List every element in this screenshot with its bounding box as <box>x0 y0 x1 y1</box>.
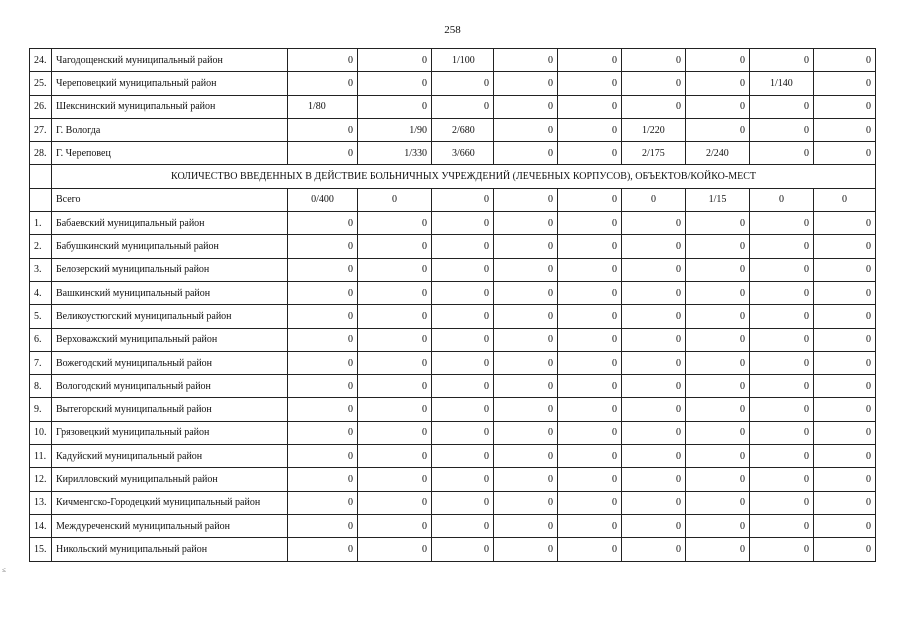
row-number: 6. <box>30 328 52 351</box>
value-cell-1: 0 <box>288 351 358 374</box>
value-cell-8: 0 <box>750 212 814 235</box>
value-cell-2: 1/330 <box>358 142 432 165</box>
value-cell-2: 0 <box>358 235 432 258</box>
value-cell-3: 3/660 <box>432 142 494 165</box>
value-cell-4: 0 <box>494 398 558 421</box>
value-cell-4: 0 <box>494 351 558 374</box>
value-cell-9: 0 <box>814 538 876 561</box>
value-cell-8: 0 <box>750 142 814 165</box>
value-cell-7: 0 <box>686 281 750 304</box>
value-cell-3: 0 <box>432 95 494 118</box>
value-cell-5: 0 <box>558 49 622 72</box>
value-cell-3: 0 <box>432 351 494 374</box>
value-cell-7: 0 <box>686 118 750 141</box>
value-cell-9: 0 <box>814 235 876 258</box>
value-cell-6: 0 <box>622 351 686 374</box>
value-cell-7: 0 <box>686 351 750 374</box>
value-cell-4: 0 <box>494 281 558 304</box>
value-cell-4: 0 <box>494 514 558 537</box>
value-cell-8: 0 <box>750 328 814 351</box>
table-row <box>30 398 876 421</box>
value-cell-8: 0 <box>750 538 814 561</box>
value-cell-9: 0 <box>814 258 876 281</box>
value-cell-6: 0 <box>622 538 686 561</box>
district-name: Вашкинский муниципальный район <box>52 281 288 304</box>
value-cell-1: 0 <box>288 328 358 351</box>
value-cell-3: 0 <box>432 514 494 537</box>
value-cell-6: 0 <box>622 305 686 328</box>
value-cell-3: 0 <box>432 468 494 491</box>
value-cell-3: 0 <box>432 421 494 444</box>
value-cell-6: 0 <box>622 421 686 444</box>
value-cell-7: 0 <box>686 421 750 444</box>
total-value-8: 0 <box>750 188 814 211</box>
value-cell-5: 0 <box>558 212 622 235</box>
row-number: 9. <box>30 398 52 421</box>
value-cell-9: 0 <box>814 421 876 444</box>
value-cell-7: 0 <box>686 398 750 421</box>
value-cell-6: 0 <box>622 235 686 258</box>
value-cell-5: 0 <box>558 281 622 304</box>
value-cell-9: 0 <box>814 375 876 398</box>
value-cell-6: 0 <box>622 328 686 351</box>
value-cell-4: 0 <box>494 491 558 514</box>
value-cell-5: 0 <box>558 421 622 444</box>
row-number: 14. <box>30 514 52 537</box>
district-name: Грязовецкий муниципальный район <box>52 421 288 444</box>
value-cell-9: 0 <box>814 95 876 118</box>
section-title: КОЛИЧЕСТВО ВВЕДЕННЫХ В ДЕЙСТВИЕ БОЛЬНИЧНЫХ УЧРЕЖДЕНИЙ (ЛЕЧЕБНЫХ КОРПУСОВ), ОБЪЕКТОВ/КОЙКО-МЕСТ <box>52 165 876 188</box>
value-cell-8: 0 <box>750 49 814 72</box>
value-cell-2: 0 <box>358 375 432 398</box>
row-number: 12. <box>30 468 52 491</box>
district-name: Шекснинский муниципальный район <box>52 95 288 118</box>
value-cell-9: 0 <box>814 351 876 374</box>
value-cell-9: 0 <box>814 328 876 351</box>
table-row <box>30 468 876 491</box>
value-cell-6: 0 <box>622 445 686 468</box>
value-cell-6: 0 <box>622 281 686 304</box>
value-cell-7: 0 <box>686 514 750 537</box>
value-cell-4: 0 <box>494 468 558 491</box>
district-rows-top <box>30 49 876 165</box>
total-value-9: 0 <box>814 188 876 211</box>
value-cell-1: 0 <box>288 72 358 95</box>
value-cell-6: 0 <box>622 72 686 95</box>
value-cell-8: 0 <box>750 398 814 421</box>
value-cell-1: 1/80 <box>288 95 358 118</box>
value-cell-5: 0 <box>558 491 622 514</box>
value-cell-7: 0 <box>686 538 750 561</box>
margin-mark: ≤ <box>2 566 6 574</box>
total-value-7: 1/15 <box>686 188 750 211</box>
value-cell-5: 0 <box>558 305 622 328</box>
value-cell-8: 0 <box>750 235 814 258</box>
table-row <box>30 328 876 351</box>
table-row <box>30 212 876 235</box>
value-cell-3: 0 <box>432 235 494 258</box>
value-cell-3: 0 <box>432 538 494 561</box>
value-cell-4: 0 <box>494 421 558 444</box>
value-cell-9: 0 <box>814 49 876 72</box>
row-number: 15. <box>30 538 52 561</box>
value-cell-1: 0 <box>288 235 358 258</box>
value-cell-2: 0 <box>358 491 432 514</box>
total-value-4: 0 <box>494 188 558 211</box>
value-cell-1: 0 <box>288 421 358 444</box>
row-number: 4. <box>30 281 52 304</box>
value-cell-2: 0 <box>358 49 432 72</box>
value-cell-7: 0 <box>686 305 750 328</box>
value-cell-2: 0 <box>358 95 432 118</box>
value-cell-7: 0 <box>686 491 750 514</box>
value-cell-7: 0 <box>686 235 750 258</box>
value-cell-6: 0 <box>622 491 686 514</box>
value-cell-9: 0 <box>814 212 876 235</box>
value-cell-6: 0 <box>622 258 686 281</box>
value-cell-1: 0 <box>288 49 358 72</box>
value-cell-4: 0 <box>494 95 558 118</box>
value-cell-8: 0 <box>750 514 814 537</box>
table-row <box>30 281 876 304</box>
value-cell-4: 0 <box>494 72 558 95</box>
value-cell-2: 0 <box>358 468 432 491</box>
value-cell-2: 0 <box>358 421 432 444</box>
value-cell-8: 0 <box>750 305 814 328</box>
value-cell-1: 0 <box>288 142 358 165</box>
value-cell-1: 0 <box>288 258 358 281</box>
value-cell-9: 0 <box>814 468 876 491</box>
value-cell-3: 0 <box>432 305 494 328</box>
value-cell-9: 0 <box>814 305 876 328</box>
value-cell-4: 0 <box>494 49 558 72</box>
row-number: 8. <box>30 375 52 398</box>
value-cell-3: 0 <box>432 398 494 421</box>
value-cell-2: 0 <box>358 281 432 304</box>
value-cell-7: 0 <box>686 72 750 95</box>
value-cell-6: 1/220 <box>622 118 686 141</box>
district-name: Вожегодский муниципальный район <box>52 351 288 374</box>
value-cell-1: 0 <box>288 445 358 468</box>
value-cell-1: 0 <box>288 491 358 514</box>
table-row <box>30 142 876 165</box>
table-row <box>30 375 876 398</box>
value-cell-4: 0 <box>494 142 558 165</box>
value-cell-7: 2/240 <box>686 142 750 165</box>
value-cell-9: 0 <box>814 72 876 95</box>
row-number: 2. <box>30 235 52 258</box>
district-name: Чагодощенский муниципальный район <box>52 49 288 72</box>
row-number: 5. <box>30 305 52 328</box>
value-cell-5: 0 <box>558 445 622 468</box>
total-value-1: 0/400 <box>288 188 358 211</box>
value-cell-4: 0 <box>494 375 558 398</box>
value-cell-3: 1/100 <box>432 49 494 72</box>
value-cell-5: 0 <box>558 398 622 421</box>
value-cell-3: 2/680 <box>432 118 494 141</box>
total-value-3: 0 <box>432 188 494 211</box>
total-value-5: 0 <box>558 188 622 211</box>
value-cell-3: 0 <box>432 328 494 351</box>
value-cell-2: 1/90 <box>358 118 432 141</box>
table-row <box>30 95 876 118</box>
row-number: 26. <box>30 95 52 118</box>
value-cell-2: 0 <box>358 328 432 351</box>
value-cell-6: 0 <box>622 49 686 72</box>
row-number: 3. <box>30 258 52 281</box>
value-cell-5: 0 <box>558 142 622 165</box>
table-row <box>30 118 876 141</box>
value-cell-8: 0 <box>750 95 814 118</box>
row-number: 28. <box>30 142 52 165</box>
value-cell-4: 0 <box>494 212 558 235</box>
value-cell-4: 0 <box>494 118 558 141</box>
table-row <box>30 305 876 328</box>
section-title-row <box>30 165 876 188</box>
district-name: Кичменгско-Городецкий муниципальный район <box>52 491 288 514</box>
value-cell-5: 0 <box>558 514 622 537</box>
district-name: Г. Вологда <box>52 118 288 141</box>
district-name: Кадуйский муниципальный район <box>52 445 288 468</box>
value-cell-4: 0 <box>494 328 558 351</box>
value-cell-2: 0 <box>358 514 432 537</box>
value-cell-4: 0 <box>494 235 558 258</box>
table-row <box>30 491 876 514</box>
value-cell-8: 1/140 <box>750 72 814 95</box>
table-row <box>30 72 876 95</box>
value-cell-6: 0 <box>622 212 686 235</box>
table-row <box>30 445 876 468</box>
value-cell-9: 0 <box>814 398 876 421</box>
district-name: Череповецкий муниципальный район <box>52 72 288 95</box>
table-row <box>30 538 876 561</box>
value-cell-1: 0 <box>288 514 358 537</box>
value-cell-9: 0 <box>814 514 876 537</box>
value-cell-6: 0 <box>622 514 686 537</box>
value-cell-3: 0 <box>432 258 494 281</box>
value-cell-6: 0 <box>622 468 686 491</box>
table-row <box>30 49 876 72</box>
value-cell-2: 0 <box>358 538 432 561</box>
value-cell-5: 0 <box>558 351 622 374</box>
row-number: 11. <box>30 445 52 468</box>
total-label: Всего <box>52 188 288 211</box>
value-cell-9: 0 <box>814 445 876 468</box>
row-number: 24. <box>30 49 52 72</box>
value-cell-2: 0 <box>358 305 432 328</box>
value-cell-5: 0 <box>558 118 622 141</box>
district-name: Белозерский муниципальный район <box>52 258 288 281</box>
value-cell-5: 0 <box>558 468 622 491</box>
row-number: 25. <box>30 72 52 95</box>
value-cell-7: 0 <box>686 328 750 351</box>
value-cell-7: 0 <box>686 212 750 235</box>
value-cell-1: 0 <box>288 281 358 304</box>
total-value-6: 0 <box>622 188 686 211</box>
district-name: Междуреченский муниципальный район <box>52 514 288 537</box>
value-cell-3: 0 <box>432 72 494 95</box>
value-cell-6: 0 <box>622 375 686 398</box>
value-cell-7: 0 <box>686 375 750 398</box>
value-cell-2: 0 <box>358 398 432 421</box>
value-cell-1: 0 <box>288 398 358 421</box>
total-row <box>30 188 876 211</box>
value-cell-7: 0 <box>686 258 750 281</box>
district-name: Вытегорский муниципальный район <box>52 398 288 421</box>
table-row <box>30 258 876 281</box>
district-name: Верховажский муниципальный район <box>52 328 288 351</box>
row-number: 7. <box>30 351 52 374</box>
district-name: Никольский муниципальный район <box>52 538 288 561</box>
value-cell-3: 0 <box>432 212 494 235</box>
section-header <box>30 165 876 212</box>
value-cell-4: 0 <box>494 258 558 281</box>
total-value-2: 0 <box>358 188 432 211</box>
district-name: Г. Череповец <box>52 142 288 165</box>
value-cell-3: 0 <box>432 445 494 468</box>
value-cell-7: 0 <box>686 49 750 72</box>
value-cell-1: 0 <box>288 468 358 491</box>
district-name: Великоустюгский муниципальный район <box>52 305 288 328</box>
district-name: Вологодский муниципальный район <box>52 375 288 398</box>
row-number: 13. <box>30 491 52 514</box>
value-cell-1: 0 <box>288 118 358 141</box>
value-cell-7: 0 <box>686 468 750 491</box>
value-cell-8: 0 <box>750 491 814 514</box>
value-cell-2: 0 <box>358 72 432 95</box>
table-row <box>30 235 876 258</box>
value-cell-2: 0 <box>358 445 432 468</box>
value-cell-6: 0 <box>622 95 686 118</box>
value-cell-5: 0 <box>558 375 622 398</box>
value-cell-1: 0 <box>288 538 358 561</box>
value-cell-4: 0 <box>494 445 558 468</box>
district-name: Кирилловский муниципальный район <box>52 468 288 491</box>
value-cell-4: 0 <box>494 305 558 328</box>
district-name: Бабушкинский муниципальный район <box>52 235 288 258</box>
value-cell-6: 2/175 <box>622 142 686 165</box>
value-cell-2: 0 <box>358 258 432 281</box>
value-cell-3: 0 <box>432 281 494 304</box>
value-cell-5: 0 <box>558 328 622 351</box>
value-cell-8: 0 <box>750 351 814 374</box>
value-cell-6: 0 <box>622 398 686 421</box>
value-cell-2: 0 <box>358 351 432 374</box>
row-number: 10. <box>30 421 52 444</box>
district-name: Бабаевский муниципальный район <box>52 212 288 235</box>
value-cell-9: 0 <box>814 142 876 165</box>
value-cell-2: 0 <box>358 212 432 235</box>
value-cell-9: 0 <box>814 118 876 141</box>
value-cell-7: 0 <box>686 95 750 118</box>
value-cell-5: 0 <box>558 258 622 281</box>
value-cell-5: 0 <box>558 72 622 95</box>
table-row <box>30 351 876 374</box>
value-cell-8: 0 <box>750 118 814 141</box>
value-cell-1: 0 <box>288 375 358 398</box>
value-cell-8: 0 <box>750 468 814 491</box>
page-number: 258 <box>444 24 461 36</box>
table-row <box>30 514 876 537</box>
value-cell-3: 0 <box>432 491 494 514</box>
value-cell-5: 0 <box>558 538 622 561</box>
value-cell-8: 0 <box>750 375 814 398</box>
value-cell-1: 0 <box>288 212 358 235</box>
value-cell-9: 0 <box>814 491 876 514</box>
value-cell-8: 0 <box>750 258 814 281</box>
value-cell-3: 0 <box>432 375 494 398</box>
value-cell-7: 0 <box>686 445 750 468</box>
value-cell-8: 0 <box>750 445 814 468</box>
district-rows-bottom <box>30 212 876 561</box>
value-cell-8: 0 <box>750 281 814 304</box>
table-row <box>30 421 876 444</box>
statistics-table <box>29 48 876 562</box>
value-cell-4: 0 <box>494 538 558 561</box>
row-number: 1. <box>30 212 52 235</box>
value-cell-5: 0 <box>558 95 622 118</box>
value-cell-9: 0 <box>814 281 876 304</box>
value-cell-8: 0 <box>750 421 814 444</box>
value-cell-1: 0 <box>288 305 358 328</box>
value-cell-5: 0 <box>558 235 622 258</box>
row-number: 27. <box>30 118 52 141</box>
